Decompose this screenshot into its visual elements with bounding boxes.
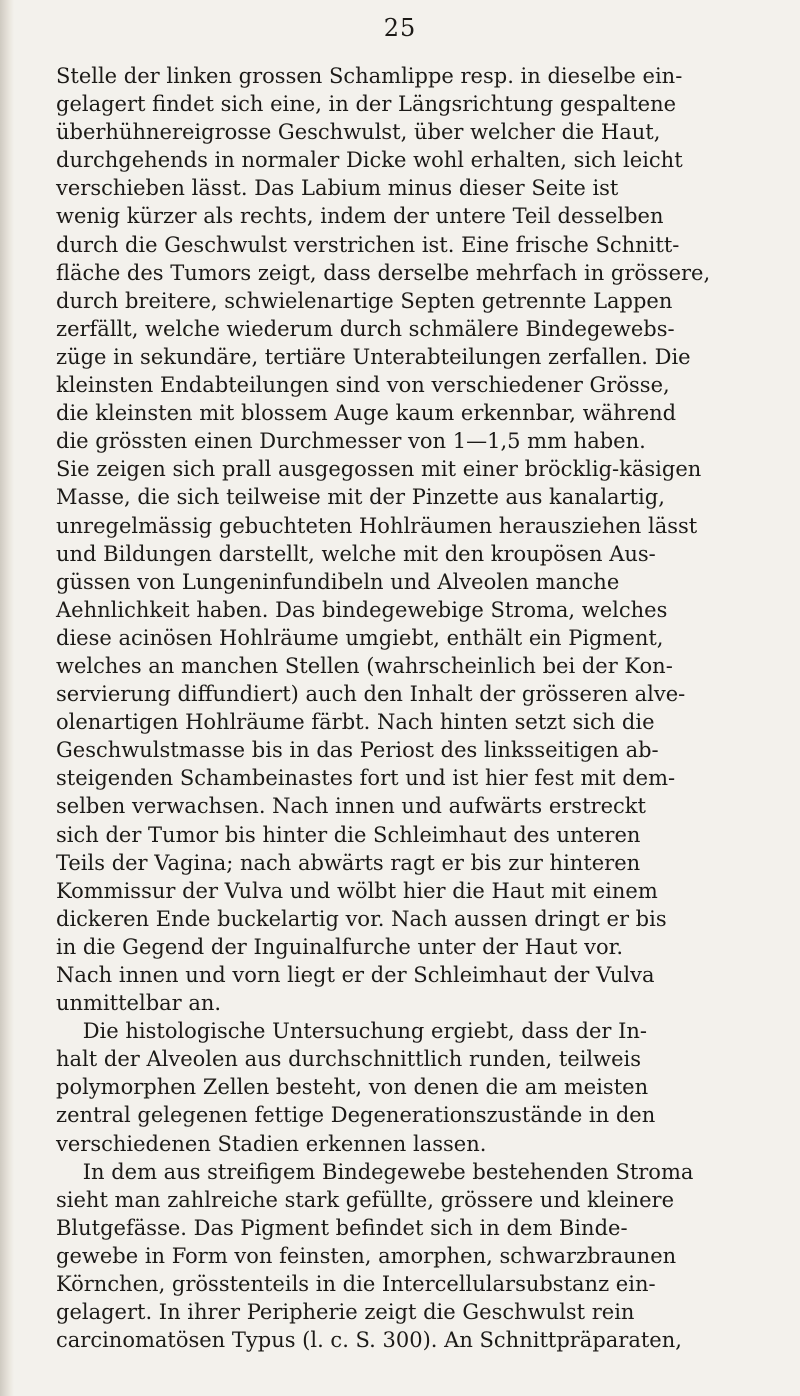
text-line: Blutgefässe. Das Pigment befindet sich in dem Binde- [56,1215,628,1240]
text-line: olenartigen Hohlräume färbt. Nach hinten setzt sich die [56,710,655,735]
text-line: sieht man zahlreiche stark gefüllte, grössere und kleinere [56,1187,675,1212]
text-line: durchgehends in normaler Dicke wohl erhalten, sich leicht [56,148,683,173]
text-line: selben verwachsen. Nach innen und aufwärts erstreckt [56,794,646,819]
text-line: verschiedenen Stadien erkennen lassen. [56,1131,487,1156]
text-line: unregelmässig gebuchteten Hohlräumen herausziehen lässt [56,513,698,538]
text-line: Geschwulstmasse bis in das Periost des linksseitigen ab- [56,738,659,763]
text-line: Kommissur der Vulva und wölbt hier die Haut mit einem [56,878,658,903]
text-line: wenig kürzer als rechts, indem der untere Teil desselben [56,204,664,229]
text-line: überhühnereigrosse Geschwulst, über welcher die Haut, [56,120,661,145]
text-line: halt der Alveolen aus durchschnittlich runden, teilweis [56,1047,642,1072]
text-line: Masse, die sich teilweise mit der Pinzette aus kanalartig, [56,485,665,510]
text-line: gewebe in Form von feinsten, amorphen, schwarzbraunen [56,1243,677,1268]
text-line: züge in sekundäre, tertiäre Unterabteilungen zerfallen. Die [56,344,691,369]
text-line: verschieben lässt. Das Labium minus dieser Seite ist [56,176,619,201]
text-line: in die Gegend der Inguinalfurche unter der Haut vor. [56,934,624,959]
text-line: In dem aus streifigem Bindegewebe bestehenden Stroma [56,1159,694,1184]
text-line: die grössten einen Durchmesser von 1—1,5 mm haben. [56,429,646,454]
text-line: und Bildungen darstellt, welche mit den kroupösen Aus- [56,541,656,566]
text-line: Stelle der linken grossen Schamlippe resp. in dieselbe ein- [56,64,683,88]
page-binding-edge [0,0,14,1396]
text-line: steigenden Schambeinastes fort und ist hier fest mit dem- [56,766,676,791]
text-line: gelagert findet sich eine, in der Längsrichtung gespaltene [56,92,677,117]
text-line: Nach innen und vorn liegt er der Schleimhaut der Vulva [56,963,655,987]
text-line: diese acinösen Hohlräume umgiebt, enthält ein Pigment, [56,625,664,650]
text-line: Körnchen, grösstenteils in die Intercellularsubstanz ein- [56,1272,656,1297]
body-text [56,62,776,1354]
text-line: zentral gelegenen fettige Degenerationszustände in den [56,1103,656,1128]
text-line: gelagert. In ihrer Peripherie zeigt die Geschwulst rein [56,1300,635,1325]
page-number: 25 [383,14,417,42]
text-line: servierung diffundiert) auch den Inhalt der grösseren alve- [56,682,686,707]
text-line: güssen von Lungeninfundibeln und Alveolen manche [56,569,620,594]
text-line: Die histologische Untersuchung ergiebt, dass der In- [56,1019,648,1044]
text-line: Aehnlichkeit haben. Das bindegewebige Stroma, welches [56,597,668,622]
text-line: Sie zeigen sich prall ausgegossen mit einer bröcklig-käsigen [56,457,702,482]
text-line: kleinsten Endabteilungen sind von verschiedener Grösse, [56,373,670,398]
text-line: zerfällt, welche wiederum durch schmälere Bindegewebs- [56,316,675,341]
text-line: carcinomatösen Typus (l. c. S. 300). An Schnittpräparaten, [56,1328,682,1353]
text-line: unmittelbar an. [56,991,222,1016]
text-line: fläche des Tumors zeigt, dass derselbe mehrfach in grössere, [56,260,711,285]
text-line: durch breitere, schwielenartige Septen getrennte Lappen [56,288,673,313]
text-line: die kleinsten mit blossem Auge kaum erkennbar, während [56,401,677,426]
text-line: welches an manchen Stellen (wahrscheinlich bei der Kon- [56,653,673,678]
text-line: polymorphen Zellen besteht, von denen die am meisten [56,1075,649,1100]
text-line: Teils der Vagina; nach abwärts ragt er bis zur hinteren [56,850,641,875]
text-line: dickeren Ende buckelartig vor. Nach aussen dringt er bis [56,906,667,931]
text-line: sich der Tumor bis hinter die Schleimhaut des unteren [56,822,641,847]
text-line: durch die Geschwulst verstrichen ist. Eine frische Schnitt- [56,232,680,257]
